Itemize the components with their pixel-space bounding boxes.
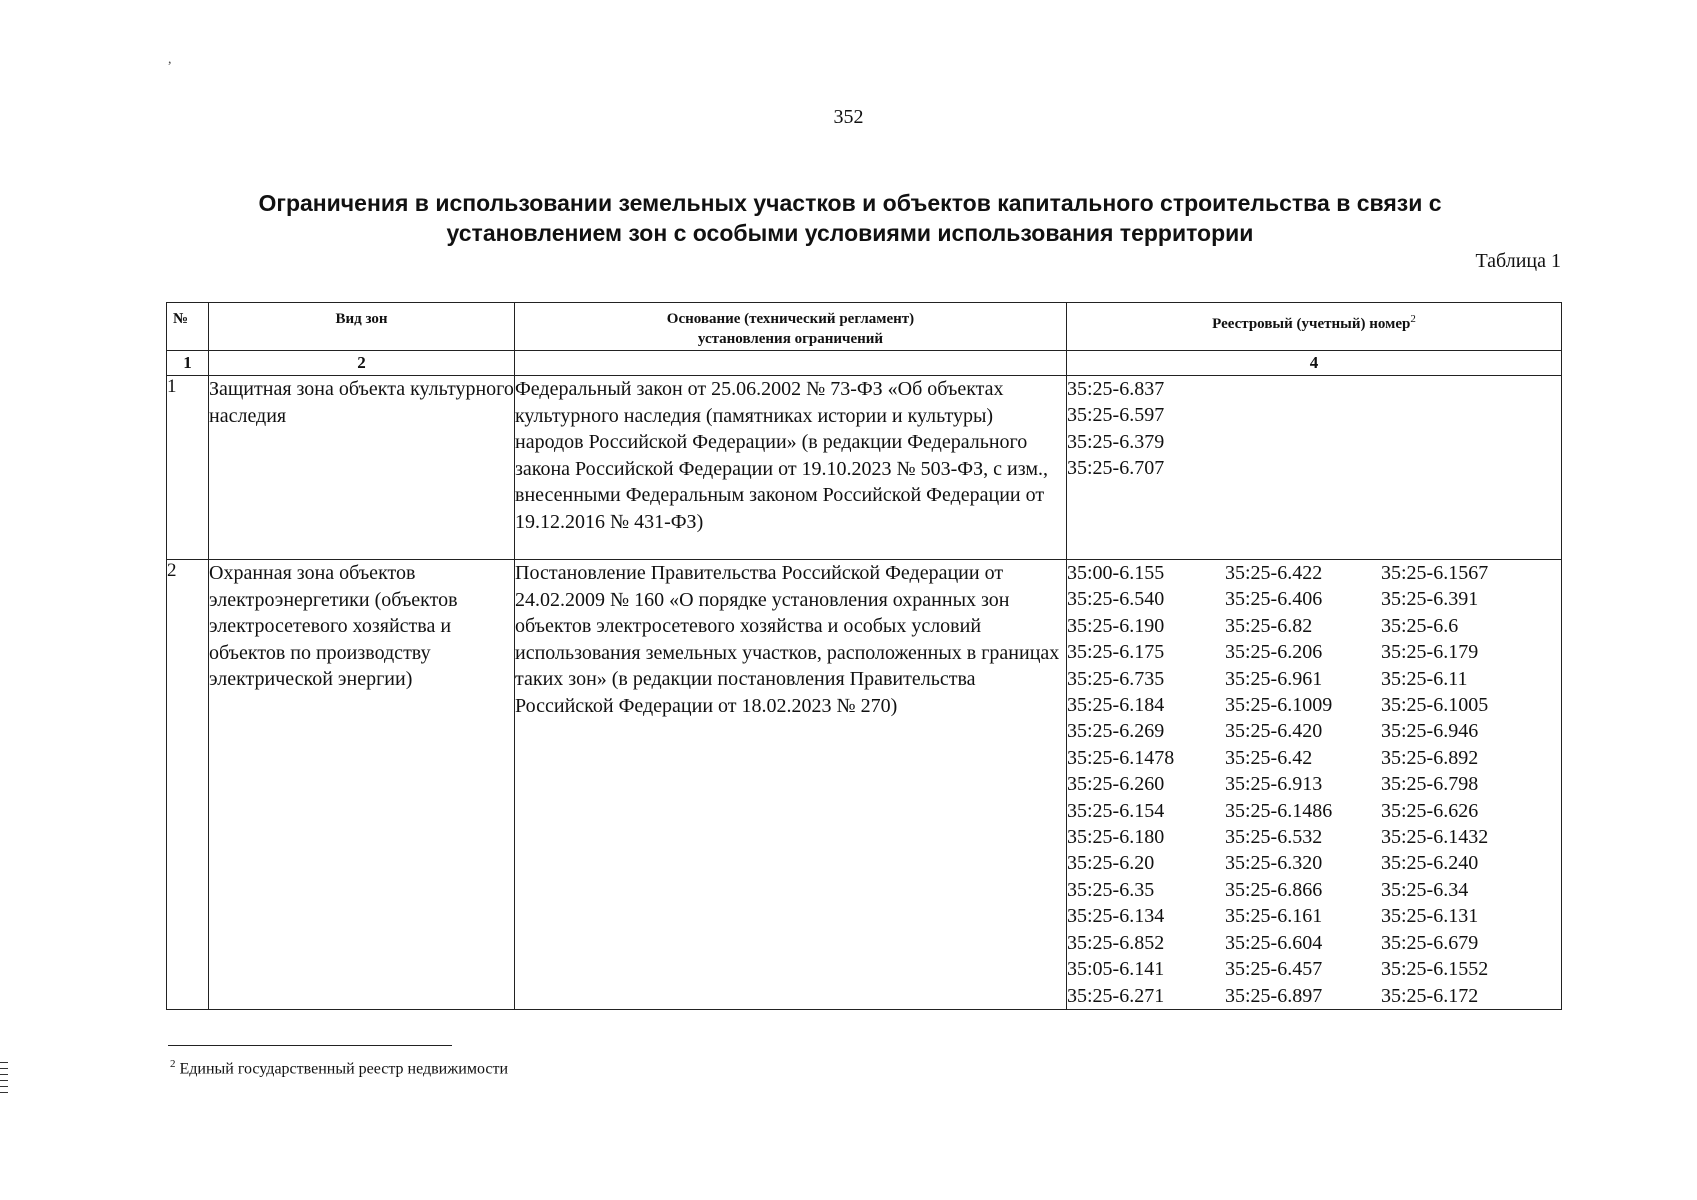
- registry-number: 35:25-6.172: [1381, 984, 1479, 1007]
- registry-number: 35:25-6.457: [1225, 958, 1323, 981]
- registry-number: 35:25-6.11: [1381, 667, 1468, 690]
- registry-number: 35:25-6.798: [1381, 773, 1479, 796]
- registry-number: 35:25-6.946: [1381, 720, 1479, 743]
- registry-number: 35:05-6.141: [1067, 958, 1165, 981]
- registry-number: 35:25-6.1567: [1381, 562, 1489, 584]
- header-basis: [515, 303, 1067, 351]
- registry-number: 35:25-6.1432: [1381, 826, 1489, 849]
- restrictions-table: [166, 302, 1562, 1010]
- zone-type: Защитная зона объекта культурного наследия: [209, 376, 515, 560]
- registry-number: 35:25-6.679: [1381, 931, 1479, 954]
- registry-number: 35:25-6.897: [1225, 984, 1323, 1007]
- registry-number: 35:25-6.379: [1067, 430, 1165, 453]
- registry-number: 35:25-6.184: [1067, 694, 1165, 717]
- registry-number: 35:25-6.532: [1225, 826, 1323, 849]
- footnote: [170, 1058, 508, 1078]
- registry-number: 35:25-6.892: [1381, 746, 1479, 769]
- registry-number: 35:25-6.1486: [1225, 799, 1333, 822]
- registry-number: 35:25-6.20: [1067, 852, 1155, 875]
- footnote-marker: 2: [170, 1058, 176, 1070]
- registry-number: 35:25-6.190: [1067, 614, 1165, 637]
- registry-number: 35:25-6.320: [1225, 852, 1323, 875]
- registry-number: 35:25-6.131: [1381, 905, 1479, 928]
- header-registry: [1067, 303, 1562, 351]
- header-registry-footnote-ref: 2: [1410, 313, 1416, 325]
- registry-number: 35:25-6.134: [1067, 905, 1165, 928]
- header-registry-label: Реестровый (учетный) номер: [1212, 316, 1411, 332]
- legal-basis: Федеральный закон от 25.06.2002 № 73-ФЗ «Об объектах культурного наследия (памятниках истории и культуры) народов Российской Федерации» (в редакции Федерального закона Российской Федерации от 19.10.2023 № 503-ФЗ, с изм., внесенными Федеральным законом Российской Федерации от 19.12.2016 № 431-ФЗ): [515, 376, 1067, 560]
- margin-scan-marks: [0, 1062, 8, 1098]
- registry-number: 35:25-6.271: [1067, 984, 1165, 1007]
- header-row: [167, 303, 1562, 351]
- title-line-2: установлением зон с особыми условиями использования территории: [446, 220, 1254, 246]
- registry-number: 35:25-6.837: [1067, 378, 1165, 400]
- registry-numbers: [1067, 560, 1562, 1010]
- page-number: 352: [833, 106, 864, 128]
- registry-number: 35:25-6.1009: [1225, 694, 1333, 717]
- table-row: [167, 376, 1562, 560]
- registry-number: 35:25-6.179: [1381, 641, 1479, 664]
- registry-number: 35:25-6.82: [1225, 614, 1313, 637]
- registry-number: 35:25-6.240: [1381, 852, 1479, 875]
- column-number-row: [167, 351, 1562, 376]
- registry-number: 35:25-6.626: [1381, 799, 1479, 822]
- title-line-1: Ограничения в использовании земельных участков и объектов капитального строительства в связи с: [258, 190, 1442, 216]
- footnote-text: Единый государственный реестр недвижимости: [179, 1060, 509, 1078]
- registry-number: 35:00-6.155: [1067, 562, 1165, 584]
- header-no: [167, 303, 209, 351]
- registry-number: 35:25-6.154: [1067, 799, 1165, 822]
- header-zone-label: Вид зон: [335, 311, 388, 327]
- document-title: [200, 188, 1500, 248]
- footnote-divider: [168, 1045, 452, 1046]
- registry-number: 35:25-6.597: [1067, 404, 1165, 427]
- registry-number: 35:25-6.420: [1225, 720, 1323, 743]
- row-number: 1: [167, 376, 209, 560]
- registry-number: 35:25-6.35: [1067, 878, 1155, 901]
- registry-number: 35:25-6.913: [1225, 773, 1323, 796]
- registry-number: 35:25-6.852: [1067, 931, 1165, 954]
- registry-number: 35:25-6.180: [1067, 826, 1165, 849]
- column-number-3: [515, 351, 1067, 376]
- registry-number: 35:25-6.42: [1225, 746, 1313, 769]
- registry-number: 35:25-6.866: [1225, 878, 1323, 901]
- registry-numbers: [1067, 376, 1562, 560]
- column-number-2: 2: [209, 351, 515, 376]
- column-number-1: 1: [167, 351, 209, 376]
- zone-type: Охранная зона объектов электроэнергетики (объектов электросетевого хозяйства и объектов по производству электрической энергии): [209, 560, 515, 1010]
- legal-basis: Постановление Правительства Российской Федерации от 24.02.2009 № 160 «О порядке установления охранных зон объектов электросетевого хозяйства и особых условий использования земельных участков, расположенных в границах таких зон» (в редакции постановления Правительства Российской Федерации от 18.02.2023 № 270): [515, 560, 1067, 1010]
- registry-number: 35:25-6.206: [1225, 641, 1323, 664]
- registry-number: 35:25-6.269: [1067, 720, 1165, 743]
- registry-number-list: [1067, 376, 1561, 482]
- registry-number: 35:25-6.1552: [1381, 958, 1489, 981]
- registry-number: 35:25-6.707: [1067, 457, 1165, 480]
- table-row: [167, 560, 1562, 1010]
- column-number-4: 4: [1067, 351, 1562, 376]
- header-basis-line-2: установления ограничений: [697, 331, 884, 347]
- registry-number: 35:25-6.260: [1067, 773, 1165, 796]
- row-number: 2: [167, 560, 209, 1010]
- registry-number: 35:25-6.961: [1225, 667, 1323, 690]
- registry-number: 35:25-6.161: [1225, 905, 1323, 928]
- registry-number-grid: [1067, 560, 1561, 1009]
- registry-number: 35:25-6.1478: [1067, 746, 1175, 769]
- registry-number: 35:25-6.1005: [1381, 694, 1489, 717]
- registry-number: 35:25-6.540: [1067, 588, 1165, 611]
- registry-number: 35:25-6.34: [1381, 878, 1469, 901]
- header-no-label: №: [173, 311, 189, 327]
- registry-number: 35:25-6.422: [1225, 562, 1323, 584]
- header-basis-line-1: Основание (технический регламент): [666, 311, 915, 327]
- registry-number: 35:25-6.604: [1225, 931, 1323, 954]
- table-label: Таблица 1: [1475, 250, 1561, 272]
- registry-number: 35:25-6.391: [1381, 588, 1479, 611]
- registry-number: 35:25-6.406: [1225, 588, 1323, 611]
- registry-number: 35:25-6.6: [1381, 614, 1459, 637]
- header-zone: [209, 303, 515, 351]
- registry-number: 35:25-6.735: [1067, 667, 1165, 690]
- stray-mark: ,: [168, 52, 172, 67]
- registry-number: 35:25-6.175: [1067, 641, 1165, 664]
